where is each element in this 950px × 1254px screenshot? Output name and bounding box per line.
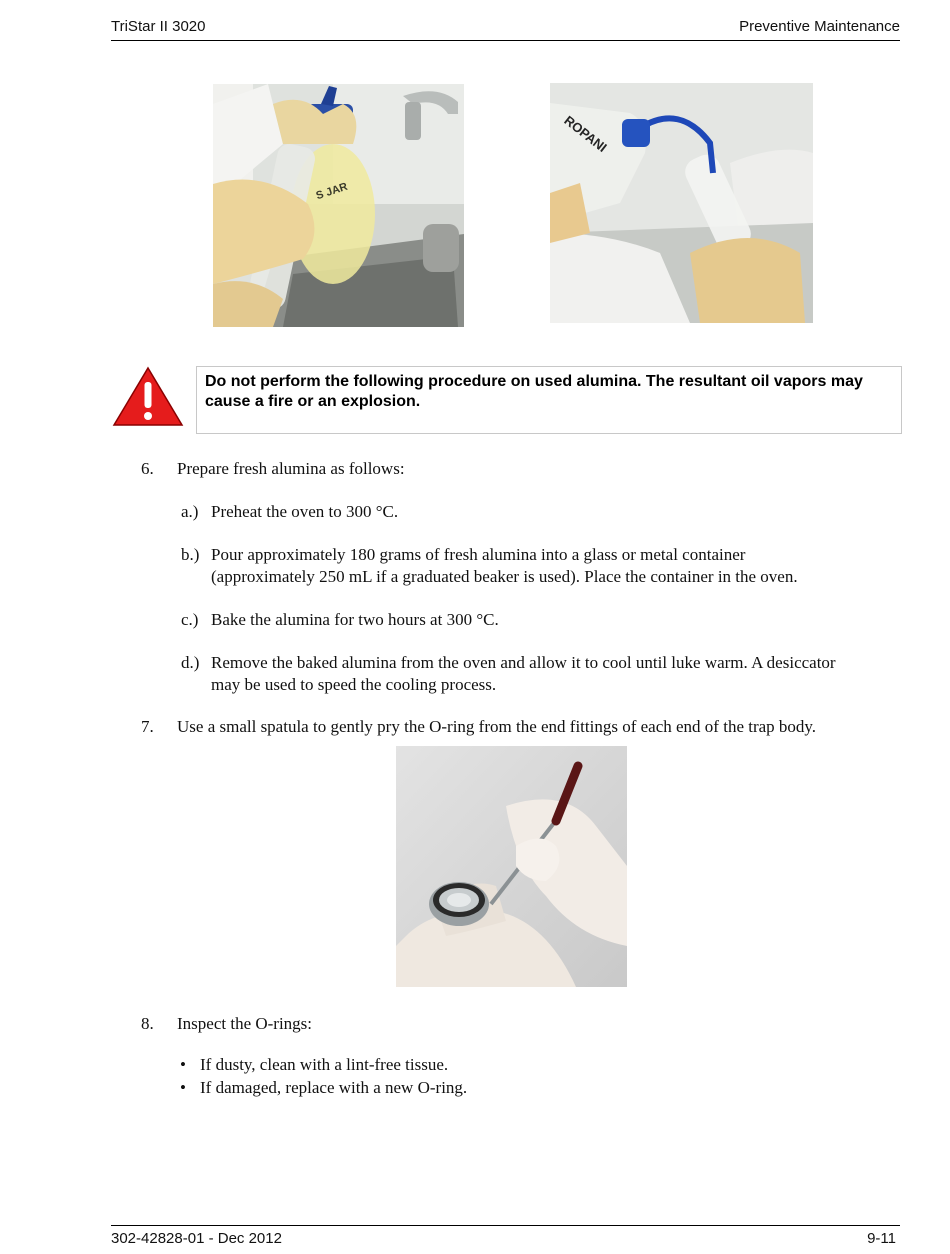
photo-pry-o-ring	[396, 746, 627, 987]
bullet-1-mark: •	[180, 1055, 186, 1074]
footer-document-number: 302-42828-01 - Dec 2012	[111, 1230, 282, 1247]
photo-rinse-with-wash-bottle	[550, 83, 813, 323]
header-divider	[111, 40, 900, 41]
substep-d-label: d.)	[181, 653, 200, 672]
bullet-2-mark: •	[180, 1078, 186, 1097]
bullet-2-text: If damaged, replace with a new O-ring.	[200, 1078, 468, 1097]
substep-d-line-1: Remove the baked alumina from the oven and allow it to cool until luke warm. A desiccator	[211, 653, 836, 672]
step-6-text: Prepare fresh alumina as follows:	[177, 459, 405, 478]
warning-text: Do not perform the following procedure on used alumina. The resultant oil vapors may cause a fire or an explosion.	[205, 373, 863, 410]
footer-divider	[111, 1225, 900, 1226]
step-8-number: 8.	[141, 1014, 154, 1033]
step-6-number: 6.	[141, 459, 154, 478]
substep-b-line-2: (approximately 250 mL if a graduated beaker is used). Place the container in the oven.	[211, 567, 798, 586]
step-7-text: Use a small spatula to gently pry the O-ring from the end fittings of each end of the trap body.	[177, 717, 817, 736]
substep-b-label: b.)	[181, 545, 200, 564]
bottle-label-1: S JAR	[314, 180, 350, 203]
photo-rinse-at-sink	[213, 84, 464, 327]
substep-d-line-2: may be used to speed the cooling process.	[211, 675, 497, 694]
substep-a-text: Preheat the oven to 300 °C.	[211, 502, 399, 521]
warning-triangle-icon	[112, 366, 184, 433]
substep-b-line-1: Pour approximately 180 grams of fresh alumina into a glass or metal container	[211, 545, 746, 564]
running-header-title: TriStar II 3020	[111, 18, 206, 35]
substep-a-label: a.)	[181, 502, 199, 521]
bullet-1-text: If dusty, clean with a lint-free tissue.	[200, 1055, 449, 1074]
bottle-label-2: ROPANI	[561, 112, 610, 155]
running-header-section: Preventive Maintenance	[739, 18, 900, 35]
warning-box	[196, 366, 902, 434]
substep-c-label: c.)	[181, 610, 199, 629]
substep-c-text: Bake the alumina for two hours at 300 °C.	[211, 610, 499, 629]
step-8-text: Inspect the O-rings:	[177, 1014, 313, 1033]
step-7-number: 7.	[141, 717, 154, 736]
footer-page-number: 9-11	[867, 1230, 896, 1247]
